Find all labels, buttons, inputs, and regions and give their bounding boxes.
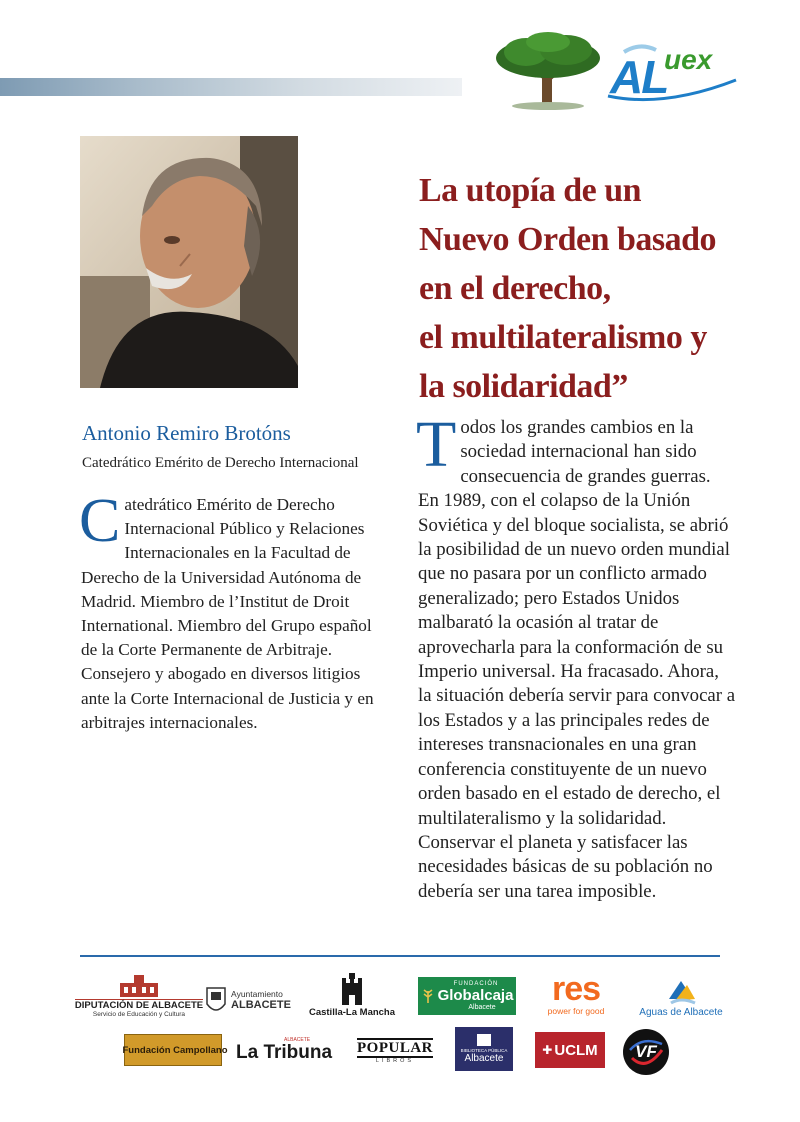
- logo-al-text: AL: [610, 51, 668, 103]
- water-drop-icon: [661, 977, 701, 1007]
- author-bio: [79, 487, 381, 735]
- logo-uex-text: uex: [664, 44, 713, 75]
- sponsor-castilla-la-mancha: [308, 968, 396, 1022]
- diputacion-sub: Servicio de Educación y Cultura: [92, 1010, 186, 1018]
- building-icon: [116, 975, 162, 997]
- bio-text: atedrático Emérito de Derecho Internacional Público y Relaciones Internacionales en la Facultad de Derecho de la Universidad Autónoma de Madrid. Miembro de l’Institut de Droit International. Miembro del Grupo español de la Corte Permanente de Arbitraje. Consejero y abogado en diversos litigios ante la Corte Internacional de Justicia y en arbitrajes internacionales.: [81, 495, 374, 732]
- vf-name: VF: [635, 1042, 657, 1061]
- biblioteca-top: BIBLIOTECA PÚBLICA: [460, 1048, 508, 1053]
- res-sub: power for good: [547, 1006, 605, 1016]
- author-photo: [80, 136, 298, 388]
- ayuntamiento-city: ALBACETE: [231, 999, 291, 1011]
- popular-sub: LIBROS: [375, 1058, 415, 1064]
- article-text: odos los grandes cambios en la sociedad internacional han sido consecuencia de grandes guerras. En 1989, con el colapso de la Unión Soviética y del bloque socialista, se abrió la posibilidad de un nuevo orden mundial que no pasara por un conflicto armado generalizado; pero Estados Unidos malbarató la ocasión al tratar de aprovecharla para la conformación de su Imperio universal. Ha fracasado. Ahora, la situación debería servir para convocar a los Estados y a las principales redes de intereses transnacionales en una gran conferencia constituyente de un nuevo orden basado en el estado de derecho, el multilateralismo y la solidaridad. Conservar el planeta y satisfacer las necesidades básicas de su población no debería ser una tarea imposible.: [418, 417, 736, 902]
- sponsor-popular-libros: [358, 1036, 432, 1066]
- book-icon: [477, 1034, 491, 1046]
- article-drop-cap: T: [416, 408, 457, 481]
- globalcaja-name: Globalcaja: [437, 987, 514, 1004]
- tribuna-sup: ALBACETE: [284, 1037, 311, 1043]
- sponsor-campollano: [122, 1034, 228, 1066]
- article-body: [416, 408, 736, 904]
- wheat-icon: [421, 989, 435, 1003]
- uclm-name: UCLM: [554, 1041, 598, 1059]
- popular-name: POPULAR: [357, 1040, 433, 1056]
- sponsor-res: [540, 970, 612, 1018]
- bio-drop-cap: C: [79, 487, 121, 555]
- author-role: Catedrático Emérito de Derecho Internacional: [82, 455, 359, 471]
- article-title: [419, 166, 739, 411]
- sponsor-la-tribuna: [236, 1034, 340, 1066]
- title-line: en el derecho,: [419, 270, 611, 307]
- author-name: Antonio Remiro Brotóns: [82, 421, 291, 445]
- ayuntamiento-label: Ayuntamiento: [231, 989, 283, 999]
- biblioteca-name: Albacete: [464, 1053, 504, 1064]
- campollano-name: Fundación Campollano: [122, 1044, 228, 1056]
- sponsor-biblioteca: [455, 1027, 513, 1071]
- diputacion-name: DIPUTACIÓN DE ALBACETE: [74, 999, 204, 1011]
- sponsor-ayuntamiento: [202, 980, 294, 1020]
- globalcaja-top: FUNDACIÓN: [453, 981, 499, 987]
- title-line: el multilateralismo y: [419, 319, 707, 356]
- title-line: Nuevo Orden basado: [419, 221, 717, 258]
- globalcaja-sub: Albacete: [468, 1004, 496, 1011]
- cross-icon: ✚: [542, 1043, 553, 1057]
- sponsor-aguas: [632, 972, 730, 1022]
- tribuna-name: La Tribuna: [236, 1042, 333, 1063]
- title-line: La utopía de un: [419, 172, 642, 209]
- castilla-label: Castilla-La Mancha: [308, 1006, 396, 1018]
- title-line: la solidaridad”: [419, 368, 628, 405]
- shield-icon: [205, 984, 227, 1016]
- aguas-name: Aguas de Albacete: [639, 1006, 723, 1018]
- sponsor-vf: [622, 1028, 670, 1076]
- aluex-logo: [604, 42, 744, 104]
- sponsor-uclm: [535, 1032, 605, 1068]
- sponsor-diputacion: [74, 972, 204, 1020]
- res-name: res: [551, 970, 601, 1008]
- tree-logo-icon: [492, 30, 604, 110]
- sponsor-globalcaja: [418, 977, 516, 1015]
- castle-icon: [339, 973, 365, 1007]
- header-band: [0, 78, 462, 96]
- footer-divider: [80, 955, 720, 957]
